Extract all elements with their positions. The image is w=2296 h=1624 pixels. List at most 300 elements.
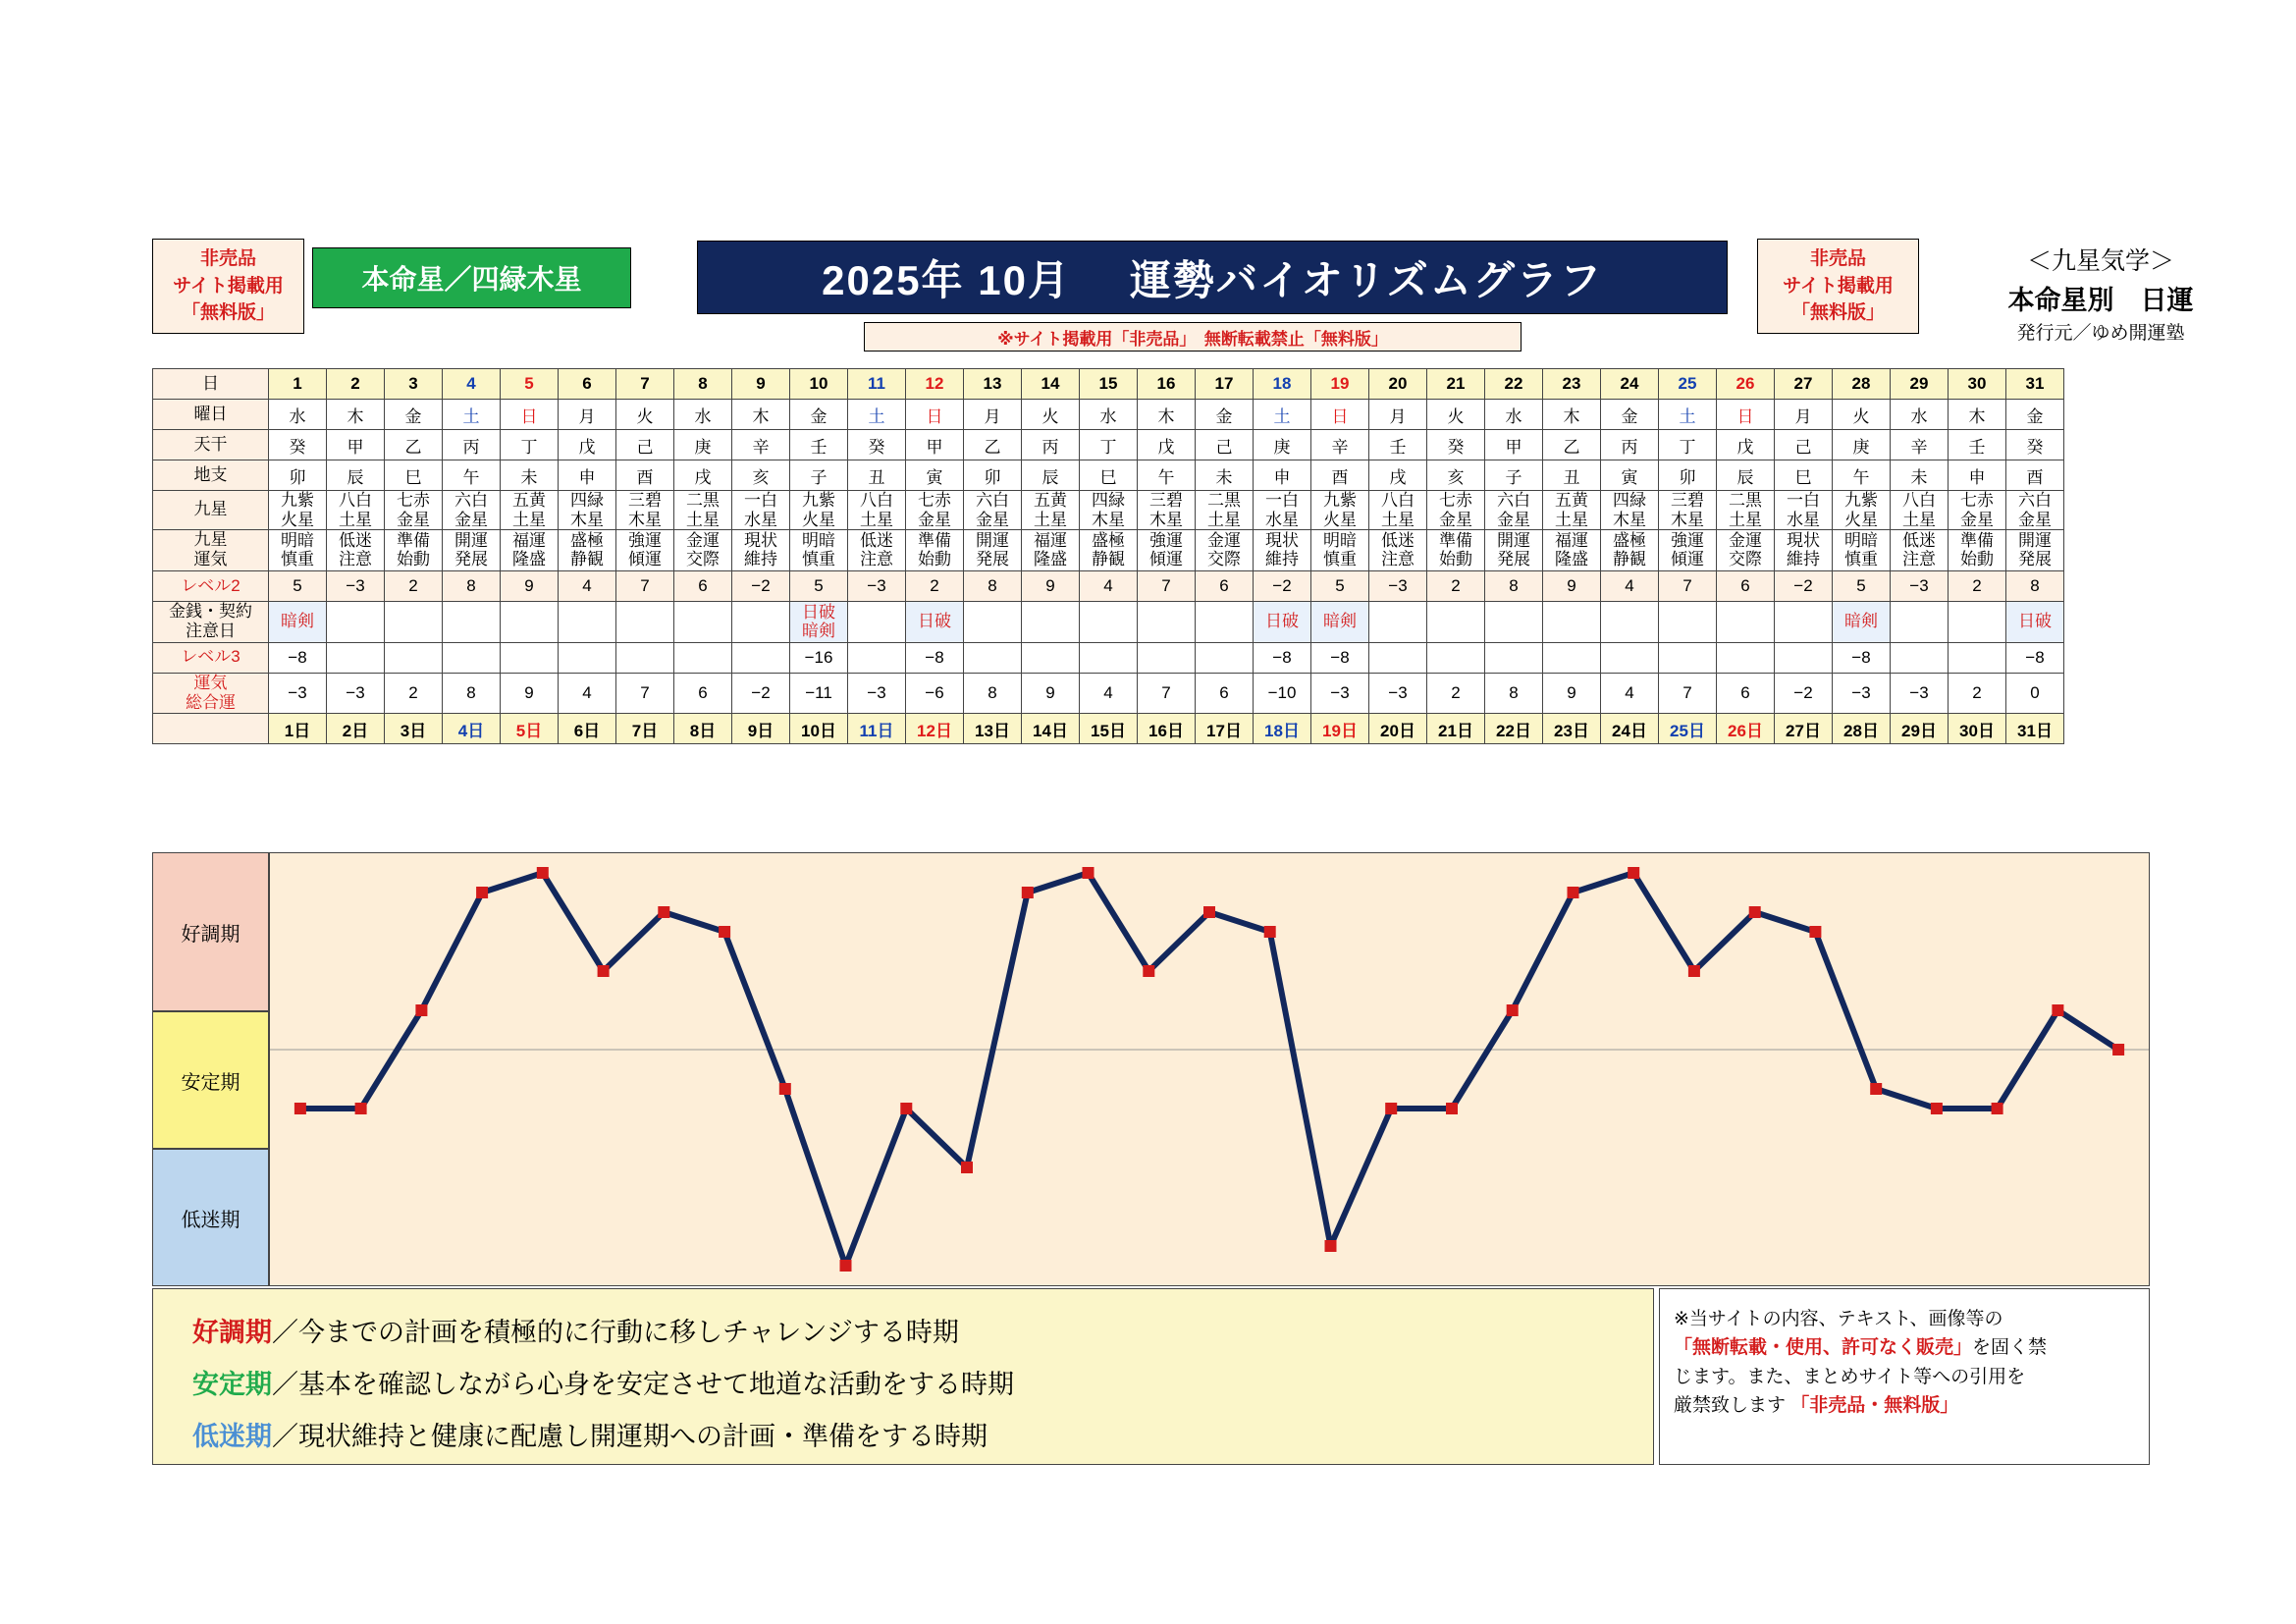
kyusei-cell: 一白 水星 (1254, 491, 1311, 530)
notice-part-2: 「無断転載・使用、許可なく販売」 (1674, 1337, 1973, 1359)
legend-line-3 (192, 1415, 1653, 1453)
day-footer-cell: 29日 (1891, 714, 1949, 744)
level2-cell: 4 (1080, 570, 1138, 601)
kyusei-unki-cell: 準備 始動 (1949, 530, 2006, 571)
level2-cell: 5 (790, 570, 848, 601)
kinsen-cell (559, 601, 616, 642)
level2-cell: 9 (1543, 570, 1601, 601)
level2-cell: −3 (848, 570, 906, 601)
kinsen-cell (327, 601, 385, 642)
chishi-cell: 子 (1485, 460, 1543, 491)
free-badge-right-line1: 非売品 (1809, 248, 1866, 269)
weekday-cell: 木 (732, 400, 790, 430)
level2-cell: −3 (327, 570, 385, 601)
day-cell: 6 (559, 369, 616, 400)
chishi-cell: 丑 (848, 460, 906, 491)
day-footer-cell: 5日 (501, 714, 559, 744)
kyusei-cell: 四緑 木星 (559, 491, 616, 530)
day-footer-cell: 9日 (732, 714, 790, 744)
data-point-marker (1385, 1103, 1397, 1114)
kyusei-unki-cell: 盛極 静観 (559, 530, 616, 571)
chishi-cell: 未 (501, 460, 559, 491)
tenkan-cell: 乙 (964, 430, 1022, 460)
kyusei-unki-cell: 準備 始動 (906, 530, 964, 571)
kyusei-cell: 三碧 木星 (1659, 491, 1717, 530)
kyusei-unki-cell: 開運 発展 (964, 530, 1022, 571)
sougo-cell: −3 (1833, 673, 1891, 714)
data-point-marker (961, 1162, 973, 1173)
sougo-cell: 7 (1138, 673, 1196, 714)
kyusei-cell: 四緑 木星 (1601, 491, 1659, 530)
chishi-cell: 辰 (1717, 460, 1775, 491)
day-cell: 23 (1543, 369, 1601, 400)
sougo-cell: −3 (1311, 673, 1369, 714)
kyusei-line1: ＜九星気学＞ (2026, 247, 2174, 275)
weekday-cell: 土 (443, 400, 501, 430)
kyusei-cell: 三碧 木星 (1138, 491, 1196, 530)
kyusei-unki-cell: 明暗 慎重 (790, 530, 848, 571)
level3-cell (1717, 642, 1775, 673)
day-cell: 5 (501, 369, 559, 400)
day-footer-cell: 8日 (674, 714, 732, 744)
tenkan-cell: 己 (616, 430, 674, 460)
sougo-row (153, 673, 2064, 714)
chishi-cell: 酉 (1311, 460, 1369, 491)
level2-cell: 2 (906, 570, 964, 601)
level3-cell (1485, 642, 1543, 673)
level2-row (153, 570, 2064, 601)
kyusei-cell: 六白 金星 (443, 491, 501, 530)
sougo-cell: −2 (732, 673, 790, 714)
level3-row (153, 642, 2064, 673)
level3-cell (1949, 642, 2006, 673)
chishi-cell: 辰 (1022, 460, 1080, 491)
kyusei-unki-cell: 福運 隆盛 (1543, 530, 1601, 571)
data-point-marker (1203, 906, 1215, 918)
level3-cell (1022, 642, 1080, 673)
weekday-cell: 水 (1891, 400, 1949, 430)
kyusei-cell: 八白 土星 (1891, 491, 1949, 530)
level2-cell: 2 (1949, 570, 2006, 601)
kyusei-unki-label: 九星 運気 (153, 530, 269, 571)
sougo-cell: 8 (443, 673, 501, 714)
chishi-cell: 未 (1891, 460, 1949, 491)
day-footer-label (153, 714, 269, 744)
title-year: 2025年 10月 (822, 256, 1071, 303)
day-cell: 20 (1369, 369, 1427, 400)
day-cell: 21 (1427, 369, 1485, 400)
day-cell: 30 (1949, 369, 2006, 400)
data-point-marker (476, 887, 488, 898)
level2-cell: −3 (1891, 570, 1949, 601)
chishi-cell: 戌 (1369, 460, 1427, 491)
sougo-cell: 7 (1659, 673, 1717, 714)
kinsen-cell (1543, 601, 1601, 642)
kinsen-label: 金銭・契約 注意日 (153, 601, 269, 642)
tenkan-cell: 丁 (1659, 430, 1717, 460)
level2-cell: 8 (1485, 570, 1543, 601)
level3-cell (964, 642, 1022, 673)
level3-cell (1196, 642, 1254, 673)
weekday-cell: 火 (1833, 400, 1891, 430)
kyusei-unki-cell: 金運 交際 (674, 530, 732, 571)
level3-cell: −8 (269, 642, 327, 673)
level3-cell: −8 (1254, 642, 1311, 673)
data-point-marker (1870, 1083, 1882, 1095)
tenkan-cell: 壬 (1949, 430, 2006, 460)
chishi-cell: 申 (559, 460, 616, 491)
day-cell: 3 (385, 369, 443, 400)
data-point-marker (900, 1103, 912, 1114)
day-cell: 22 (1485, 369, 1543, 400)
sougo-cell: 4 (559, 673, 616, 714)
data-point-marker (1446, 1103, 1458, 1114)
day-label: 日 (153, 369, 269, 400)
level3-cell: −8 (906, 642, 964, 673)
level2-cell: 5 (269, 570, 327, 601)
day-row (153, 369, 2064, 400)
weekday-cell: 月 (1369, 400, 1427, 430)
day-footer-cell: 28日 (1833, 714, 1891, 744)
level2-cell: 4 (1601, 570, 1659, 601)
tenkan-cell: 戊 (1138, 430, 1196, 460)
kinsen-cell (848, 601, 906, 642)
day-cell: 25 (1659, 369, 1717, 400)
weekday-cell: 日 (1717, 400, 1775, 430)
kyusei-cell: 八白 土星 (327, 491, 385, 530)
day-footer-cell: 10日 (790, 714, 848, 744)
kyusei-unki-cell: 福運 隆盛 (501, 530, 559, 571)
kyusei-unki-cell: 明暗 慎重 (1311, 530, 1369, 571)
level3-cell: −8 (1833, 642, 1891, 673)
day-cell: 12 (906, 369, 964, 400)
kinsen-cell: 日破 暗剣 (790, 601, 848, 642)
level3-cell (1543, 642, 1601, 673)
kyusei-cell: 八白 土星 (848, 491, 906, 530)
level3-cell (1369, 642, 1427, 673)
kyusei-unki-cell: 低迷 注意 (1891, 530, 1949, 571)
day-footer-cell: 11日 (848, 714, 906, 744)
level2-cell: −2 (1254, 570, 1311, 601)
kyusei-unki-cell: 現状 維持 (1775, 530, 1833, 571)
level2-cell: 4 (559, 570, 616, 601)
kyusei-cell: 八白 土星 (1369, 491, 1427, 530)
free-badge-right-line2: サイト掲載用 (1783, 275, 1894, 297)
level2-cell: 5 (1833, 570, 1891, 601)
level2-cell: 8 (443, 570, 501, 601)
data-point-marker (537, 867, 549, 879)
weekday-cell: 金 (2006, 400, 2064, 430)
weekday-cell: 金 (1601, 400, 1659, 430)
data-point-marker (1628, 867, 1639, 879)
day-footer-row (153, 714, 2064, 744)
honmeisei-label: 本命星／四緑木星 (361, 264, 582, 295)
level3-cell (616, 642, 674, 673)
chishi-cell: 卯 (269, 460, 327, 491)
level3-cell (1775, 642, 1833, 673)
sougo-cell: 4 (1601, 673, 1659, 714)
level2-cell: 5 (1311, 570, 1369, 601)
sougo-cell: 6 (1196, 673, 1254, 714)
weekday-cell: 火 (1427, 400, 1485, 430)
kyusei-cell: 一白 水星 (732, 491, 790, 530)
sougo-cell: 0 (2006, 673, 2064, 714)
level2-cell: 7 (1138, 570, 1196, 601)
weekday-cell: 月 (559, 400, 616, 430)
level3-label: レベル3 (153, 642, 269, 673)
free-badge-left-line1: 非売品 (199, 248, 256, 269)
sougo-cell: 9 (501, 673, 559, 714)
kinsen-cell (385, 601, 443, 642)
data-point-marker (779, 1083, 791, 1095)
tenkan-cell: 戊 (559, 430, 616, 460)
zone-label-antei (152, 1011, 269, 1149)
level3-cell (1891, 642, 1949, 673)
legend-line-1 (192, 1311, 1653, 1349)
kyusei-label: 九星 (153, 491, 269, 530)
kyusei-cell: 九紫 火星 (790, 491, 848, 530)
tenkan-cell: 乙 (385, 430, 443, 460)
tenkan-cell: 癸 (848, 430, 906, 460)
day-footer-cell: 23日 (1543, 714, 1601, 744)
kyusei-info (1939, 244, 2263, 344)
level2-cell: 6 (1196, 570, 1254, 601)
tenkan-cell: 丁 (1080, 430, 1138, 460)
sougo-cell: 4 (1080, 673, 1138, 714)
chart-svg (270, 853, 2149, 1285)
kyusei-cell: 七赤 金星 (385, 491, 443, 530)
level3-cell (1080, 642, 1138, 673)
sougo-cell: 2 (385, 673, 443, 714)
kyusei-cell: 六白 金星 (1485, 491, 1543, 530)
level3-cell (1427, 642, 1485, 673)
copyright-notice (1659, 1288, 2150, 1465)
weekday-cell: 木 (327, 400, 385, 430)
day-cell: 4 (443, 369, 501, 400)
day-footer-cell: 18日 (1254, 714, 1311, 744)
chishi-cell: 午 (1138, 460, 1196, 491)
legend-text-1: ／今までの計画を積極的に行動に移しチャレンジする時期 (272, 1318, 959, 1347)
tenkan-cell: 戊 (1717, 430, 1775, 460)
sougo-cell: 9 (1022, 673, 1080, 714)
weekday-cell: 月 (964, 400, 1022, 430)
level2-cell: 2 (1427, 570, 1485, 601)
data-point-marker (1083, 867, 1095, 879)
day-footer-cell: 25日 (1659, 714, 1717, 744)
level2-label: レベル2 (153, 570, 269, 601)
sougo-cell: −2 (1775, 673, 1833, 714)
sougo-cell: −3 (327, 673, 385, 714)
day-cell: 2 (327, 369, 385, 400)
calendar-table (152, 368, 2064, 744)
level2-cell: −3 (1369, 570, 1427, 601)
day-footer-cell: 26日 (1717, 714, 1775, 744)
tenkan-cell: 庚 (674, 430, 732, 460)
level2-cell: 7 (1659, 570, 1717, 601)
kinsen-cell: 日破 (2006, 601, 2064, 642)
weekday-cell: 日 (501, 400, 559, 430)
weekday-cell: 火 (1022, 400, 1080, 430)
level2-cell: 6 (674, 570, 732, 601)
tenkan-cell: 己 (1196, 430, 1254, 460)
weekday-cell: 水 (269, 400, 327, 430)
chishi-cell: 丑 (1543, 460, 1601, 491)
chishi-cell: 巳 (1080, 460, 1138, 491)
kinsen-cell (501, 601, 559, 642)
weekday-cell: 土 (1254, 400, 1311, 430)
kyusei-unki-row (153, 530, 2064, 571)
day-cell: 27 (1775, 369, 1833, 400)
day-cell: 7 (616, 369, 674, 400)
weekday-cell: 木 (1138, 400, 1196, 430)
sougo-cell: −10 (1254, 673, 1311, 714)
tenkan-cell: 辛 (1311, 430, 1369, 460)
level3-cell (1138, 642, 1196, 673)
day-cell: 11 (848, 369, 906, 400)
kyusei-cell: 三碧 木星 (616, 491, 674, 530)
zone-label-kouchou-text: 好調期 (181, 923, 240, 946)
kinsen-cell (1369, 601, 1427, 642)
data-point-marker (355, 1103, 367, 1114)
chishi-cell: 午 (443, 460, 501, 491)
tenkan-cell: 辛 (1891, 430, 1949, 460)
day-footer-cell: 19日 (1311, 714, 1369, 744)
tenkan-label: 天干 (153, 430, 269, 460)
tenkan-cell: 丁 (501, 430, 559, 460)
legend-box (152, 1288, 1654, 1465)
day-cell: 31 (2006, 369, 2064, 400)
chishi-cell: 子 (790, 460, 848, 491)
tenkan-cell: 癸 (1427, 430, 1485, 460)
notice-part-6: 「非売品・無料版」 (1790, 1395, 1959, 1417)
weekday-cell: 火 (616, 400, 674, 430)
weekday-cell: 金 (790, 400, 848, 430)
notice-part-1: ※当サイトの内容、テキスト、画像等の (1674, 1309, 2003, 1329)
tenkan-row (153, 430, 2064, 460)
day-cell: 1 (269, 369, 327, 400)
kinsen-cell: 暗剣 (1311, 601, 1369, 642)
data-point-marker (840, 1260, 852, 1272)
level3-cell (674, 642, 732, 673)
notice-part-3: を固く禁 (1972, 1337, 2048, 1359)
kinsen-cell (1775, 601, 1833, 642)
day-cell: 16 (1138, 369, 1196, 400)
tenkan-cell: 丙 (443, 430, 501, 460)
kinsen-cell (1196, 601, 1254, 642)
kyusei-unki-cell: 盛極 静観 (1601, 530, 1659, 571)
day-footer-cell: 3日 (385, 714, 443, 744)
level3-cell (1659, 642, 1717, 673)
kyusei-unki-cell: 盛極 静観 (1080, 530, 1138, 571)
legend-text-3: ／現状維持と健康に配慮し開運期への計画・準備をする時期 (272, 1422, 988, 1451)
data-point-marker (1749, 906, 1761, 918)
day-footer-cell: 14日 (1022, 714, 1080, 744)
site-notice-bar (864, 322, 1522, 352)
level3-cell (327, 642, 385, 673)
day-footer-cell: 12日 (906, 714, 964, 744)
chishi-cell: 巳 (385, 460, 443, 491)
day-footer-cell: 30日 (1949, 714, 2006, 744)
day-footer-cell: 21日 (1427, 714, 1485, 744)
kinsen-cell (1485, 601, 1543, 642)
day-footer-cell: 13日 (964, 714, 1022, 744)
day-footer-cell: 7日 (616, 714, 674, 744)
kyusei-unki-cell: 強運 傾運 (1659, 530, 1717, 571)
sougo-cell: −6 (906, 673, 964, 714)
kinsen-cell (1080, 601, 1138, 642)
sougo-cell: 8 (1485, 673, 1543, 714)
day-cell: 26 (1717, 369, 1775, 400)
kyusei-unki-cell: 強運 傾運 (1138, 530, 1196, 571)
kyusei-unki-cell: 明暗 慎重 (269, 530, 327, 571)
notice-part-4: じます。また、まとめサイト等への引用を (1674, 1366, 2026, 1387)
level3-cell (559, 642, 616, 673)
data-point-marker (719, 926, 730, 938)
data-point-marker (1568, 887, 1579, 898)
kyusei-unki-cell: 開運 発展 (443, 530, 501, 571)
site-notice-text: ※サイト掲載用「非売品」 無断転載禁止「無料版」 (997, 329, 1388, 349)
day-footer-cell: 20日 (1369, 714, 1427, 744)
kyusei-cell: 六白 金星 (964, 491, 1022, 530)
data-point-marker (1022, 887, 1034, 898)
kyusei-unki-cell: 金運 交際 (1196, 530, 1254, 571)
day-cell: 29 (1891, 369, 1949, 400)
tenkan-cell: 壬 (790, 430, 848, 460)
weekday-cell: 木 (1949, 400, 2006, 430)
kyusei-cell: 一白 水星 (1775, 491, 1833, 530)
day-cell: 14 (1022, 369, 1080, 400)
kinsen-cell (964, 601, 1022, 642)
day-footer-cell: 22日 (1485, 714, 1543, 744)
day-cell: 10 (790, 369, 848, 400)
data-point-marker (1264, 926, 1276, 938)
weekday-cell: 土 (1659, 400, 1717, 430)
kinsen-row (153, 601, 2064, 642)
kyusei-cell: 九紫 火星 (1833, 491, 1891, 530)
kyusei-unki-cell: 強運 傾運 (616, 530, 674, 571)
level3-cell (732, 642, 790, 673)
main-title (697, 241, 1728, 314)
data-point-marker (1688, 965, 1700, 977)
chishi-cell: 亥 (732, 460, 790, 491)
data-point-marker (415, 1004, 427, 1016)
level3-cell: −8 (2006, 642, 2064, 673)
sougo-cell: 2 (1949, 673, 2006, 714)
kyusei-unki-cell: 明暗 慎重 (1833, 530, 1891, 571)
data-point-marker (2112, 1044, 2124, 1056)
chishi-cell: 酉 (616, 460, 674, 491)
level3-cell (501, 642, 559, 673)
kyusei-cell: 二黒 土星 (1717, 491, 1775, 530)
legend-key-1: 好調期 (192, 1318, 272, 1347)
chishi-cell: 未 (1196, 460, 1254, 491)
chishi-cell: 巳 (1775, 460, 1833, 491)
zone-label-teimei-text: 低迷期 (181, 1209, 240, 1231)
notice-part-5: 厳禁致します (1674, 1395, 1787, 1417)
free-badge-left (152, 239, 304, 334)
data-point-marker (1992, 1103, 2003, 1114)
weekday-row (153, 400, 2064, 430)
biorhythm-line (300, 873, 2118, 1266)
day-cell: 8 (674, 369, 732, 400)
chishi-row (153, 460, 2064, 491)
day-cell: 18 (1254, 369, 1311, 400)
day-footer-cell: 17日 (1196, 714, 1254, 744)
zone-label-antei-text: 安定期 (181, 1071, 240, 1094)
sougo-cell: 6 (674, 673, 732, 714)
tenkan-cell: 癸 (269, 430, 327, 460)
tenkan-cell: 己 (1775, 430, 1833, 460)
